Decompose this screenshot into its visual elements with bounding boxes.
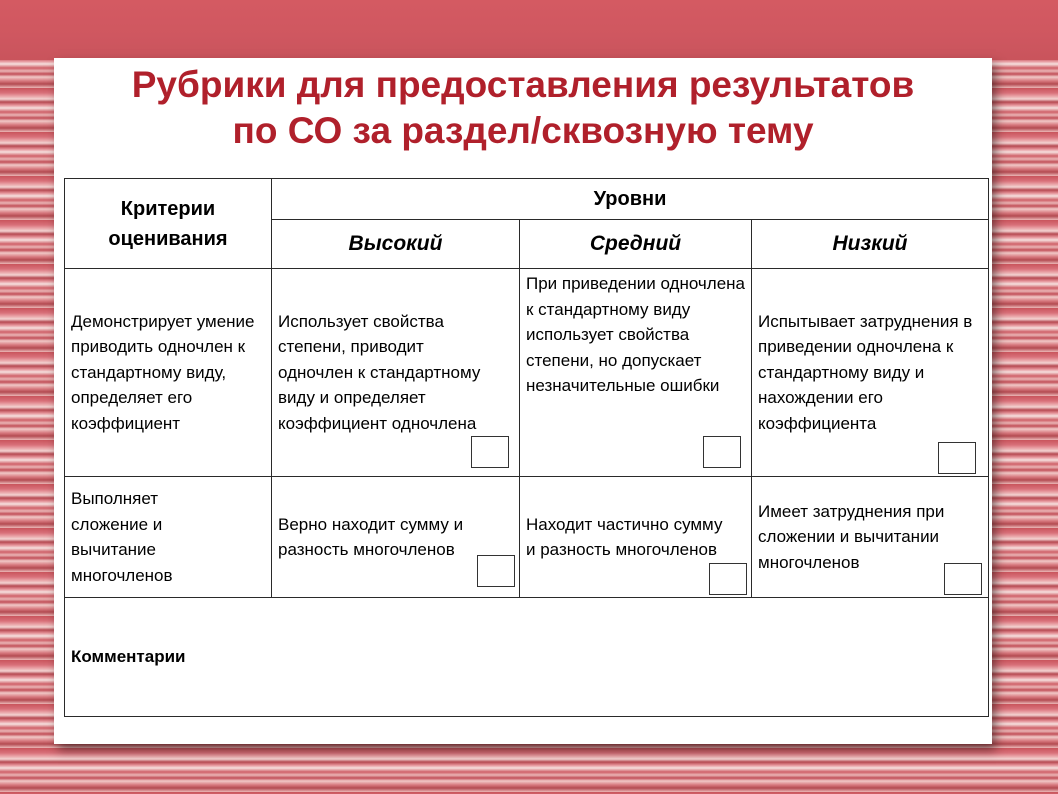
low-text: Имеет затруднения при сложении и вычитании многочленов (758, 501, 945, 572)
score-checkbox[interactable] (477, 555, 515, 587)
comments-label: Комментарии (71, 647, 186, 667)
level-medium-header: Средний (520, 220, 752, 269)
rubric-table (64, 178, 989, 717)
slide-title (54, 62, 992, 154)
score-checkbox[interactable] (944, 563, 982, 595)
comments-cell[interactable] (65, 598, 989, 717)
table-row (65, 477, 989, 598)
score-checkbox[interactable] (938, 442, 976, 474)
medium-cell (520, 477, 752, 598)
low-cell (752, 269, 989, 477)
level-high-header: Высокий (272, 220, 520, 269)
criterion-cell (65, 477, 272, 598)
slide (54, 58, 992, 744)
levels-header: Уровни (272, 179, 989, 220)
high-text: Верно находит сумму и разность многочленов (278, 514, 464, 559)
criterion-cell (65, 269, 272, 477)
table-row (65, 269, 989, 477)
high-cell (272, 477, 520, 598)
high-text: Использует свойства степени, приводит одночлен к стандартному виду и определяет коэффициент одночлена (278, 311, 481, 433)
criteria-header: Критерии оценивания (65, 179, 272, 269)
level-low-header: Низкий (752, 220, 989, 269)
medium-text: Находит частично сумму и разность многочленов (526, 514, 723, 559)
low-cell (752, 477, 989, 598)
criterion-text: Демонстрирует умение приводить одночлен к стандартному виду, определяет его коэффициент (71, 311, 255, 433)
title-line-1: Рубрики для предоставления результатов (131, 64, 915, 105)
comments-row (65, 598, 989, 717)
title-line-2: по СО за раздел/сквозную тему (232, 110, 814, 151)
score-checkbox[interactable] (703, 436, 741, 468)
background-top-band (0, 0, 1058, 60)
medium-cell (520, 269, 752, 477)
score-checkbox[interactable] (709, 563, 747, 595)
medium-text: При приведении одночлена к стандартному виду использует свойства степени, но допускает незначительные ошибки (526, 274, 745, 395)
low-text: Испытывает затруднения в приведении одночлена к стандартному виду и нахождении его коэффициента (758, 311, 973, 433)
score-checkbox[interactable] (471, 436, 509, 468)
high-cell (272, 269, 520, 477)
criterion-text: Выполняет сложение и вычитание многочленов (71, 489, 173, 585)
